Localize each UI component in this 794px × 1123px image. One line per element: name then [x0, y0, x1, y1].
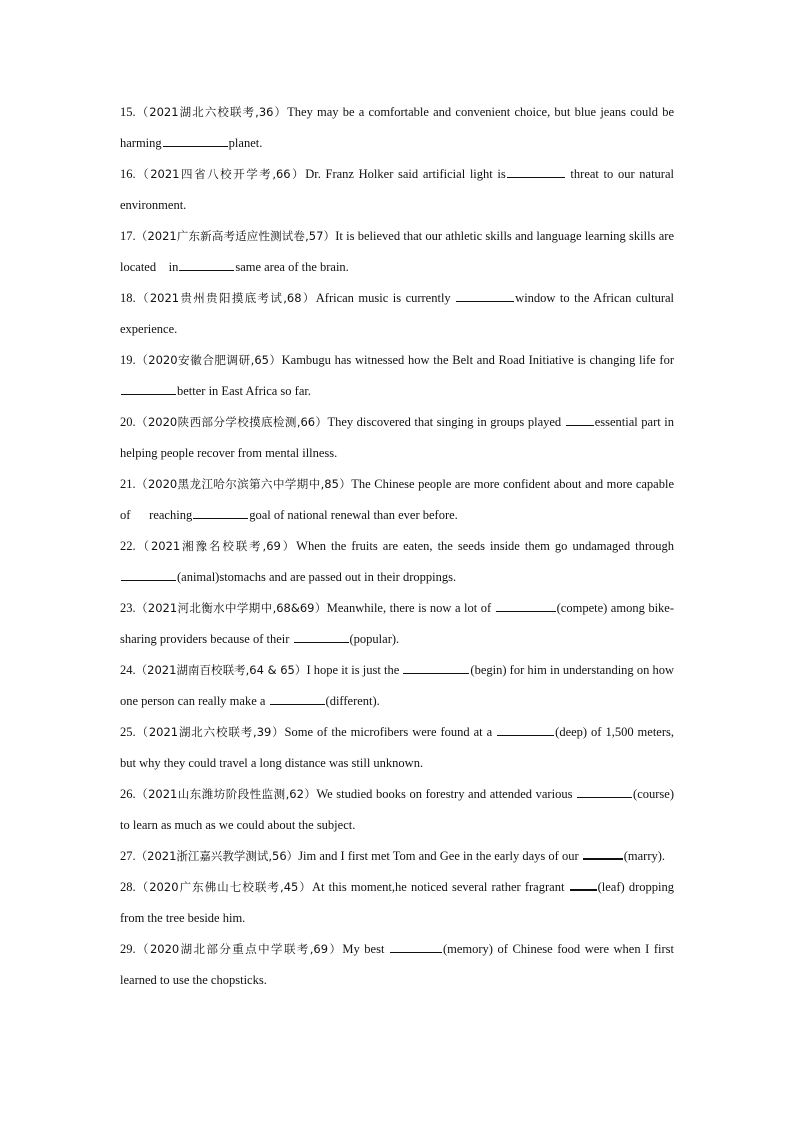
- question-15: [120, 934, 678, 996]
- question-text: (course) to learn as much as we could about the subject.: [120, 787, 678, 832]
- question-source: （2020湖北部分重点中学联考,69）: [135, 942, 343, 956]
- answer-blank[interactable]: [121, 381, 176, 395]
- question-text: essential part in helping people recover from mental illness.: [120, 415, 678, 460]
- question-text: (different).: [325, 694, 380, 708]
- answer-blank[interactable]: [163, 133, 228, 147]
- question-9: [120, 593, 674, 655]
- question-text: My best: [342, 942, 389, 956]
- answer-blank[interactable]: [496, 598, 556, 612]
- question-text: (animal)stomachs and are passed out in their droppings.: [177, 570, 457, 584]
- question-source: （2021山东潍坊阶段性监测,62）: [135, 787, 317, 801]
- question-number: 19.: [120, 353, 136, 367]
- question-2: [120, 159, 678, 221]
- question-source: （2020陕西部分学校摸底检测,66）: [135, 415, 328, 429]
- question-source: （2021湖北六校联考,36）: [135, 105, 288, 119]
- question-number: 18.: [120, 291, 136, 305]
- answer-blank[interactable]: [507, 164, 565, 178]
- question-text: (memory) of Chinese food were when I first learned to use the chopsticks.: [120, 942, 678, 987]
- question-text: window to the African cultural experience.: [120, 291, 678, 336]
- question-source: （2021湖南百校联考,64 & 65）: [135, 663, 307, 677]
- question-text: same area of the brain.: [235, 260, 349, 274]
- answer-blank[interactable]: [121, 567, 176, 581]
- question-14: [120, 872, 678, 934]
- answer-blank[interactable]: [570, 876, 597, 891]
- question-number: 15.: [120, 105, 136, 119]
- question-11: [120, 717, 678, 779]
- question-number: 16.: [120, 167, 136, 181]
- question-text: They may be a comfortable and convenient choice, but blue jeans could be harming: [120, 105, 693, 150]
- answer-blank[interactable]: [270, 691, 325, 705]
- question-source: （2021贵州贵阳摸底考试,68）: [135, 291, 316, 305]
- question-number: 25.: [120, 725, 136, 739]
- question-text: (begin) for him in understanding on how one person can really make a: [120, 663, 678, 708]
- answer-blank[interactable]: [390, 939, 442, 953]
- answer-blank[interactable]: [403, 660, 469, 674]
- worksheet-page: [120, 97, 693, 996]
- question-text: (leaf) dropping from the tree beside him.: [120, 880, 678, 925]
- question-text: The Chinese people are more confident about and more capable of reaching: [120, 477, 678, 522]
- question-4: [120, 283, 678, 345]
- question-text: They discovered that singing in groups played: [327, 415, 565, 429]
- question-1: [120, 97, 693, 159]
- answer-blank[interactable]: [566, 412, 594, 426]
- question-text: (compete) among bike-sharing providers because of their: [120, 601, 675, 646]
- question-text: Meanwhile, there is now a lot of: [326, 601, 495, 615]
- question-text: I hope it is just the: [306, 663, 403, 677]
- answer-blank[interactable]: [583, 845, 623, 860]
- answer-blank[interactable]: [193, 505, 248, 519]
- question-text: (deep) of 1,500 meters, but why they could travel a long distance was still unknown.: [120, 725, 678, 770]
- question-text: better in East Africa so far.: [177, 384, 311, 398]
- question-text: (marry).: [623, 849, 666, 863]
- question-source: （2021浙江嘉兴教学测试,56）: [135, 849, 299, 863]
- question-text: (popular).: [349, 632, 400, 646]
- question-text: Kambugu has witnessed how the Belt and Road Initiative is changing life for: [281, 353, 678, 367]
- question-text: Jim and I first met Tom and Gee in the early days of our: [298, 849, 582, 863]
- question-source: （2021广东新高考适应性测试卷,57）: [135, 229, 336, 243]
- question-source: （2021湘豫名校联考,69）: [135, 539, 297, 553]
- question-12: [120, 779, 678, 841]
- question-text: Some of the microfibers were found at a: [284, 725, 497, 739]
- question-source: （2020黑龙江哈尔滨第六中学期中,85）: [135, 477, 352, 491]
- question-source: （2021湖北六校联考,39）: [135, 725, 285, 739]
- question-6: [120, 407, 678, 469]
- question-text: Dr. Franz Holker said artificial light is: [305, 167, 506, 181]
- question-number: 21.: [120, 477, 136, 491]
- question-8: [120, 531, 674, 593]
- question-text: goal of national renewal than ever before.: [249, 508, 458, 522]
- question-text: At this moment,he noticed several rather fragrant: [311, 880, 569, 894]
- question-number: 26.: [120, 787, 136, 801]
- question-source: （2020广东佛山七校联考,45）: [135, 880, 312, 894]
- question-number: 24.: [120, 663, 136, 677]
- question-number: 20.: [120, 415, 136, 429]
- question-5: [120, 345, 678, 407]
- question-source: （2021四省八校开学考,66）: [135, 167, 306, 181]
- question-7: [120, 469, 678, 531]
- question-number: 23.: [120, 601, 136, 615]
- question-number: 22.: [120, 539, 136, 553]
- question-number: 27.: [120, 849, 136, 863]
- question-10: [120, 655, 678, 717]
- question-13: [120, 841, 674, 872]
- question-text: threat to our natural environment.: [120, 167, 678, 212]
- answer-blank[interactable]: [179, 257, 234, 271]
- question-number: 29.: [120, 942, 136, 956]
- question-source: （2021河北衡水中学期中,68&69）: [135, 601, 327, 615]
- question-text: We studied books on forestry and attended various: [316, 787, 577, 801]
- question-3: [120, 221, 678, 283]
- answer-blank[interactable]: [294, 629, 349, 643]
- question-text: planet.: [228, 136, 263, 150]
- question-number: 17.: [120, 229, 136, 243]
- question-number: 28.: [120, 880, 136, 894]
- question-source: （2020安徽合肥调研,65）: [135, 353, 282, 367]
- answer-blank[interactable]: [577, 784, 632, 798]
- question-text: When the fruits are eaten, the seeds inside them go undamaged through: [296, 539, 674, 553]
- question-text: It is believed that our athletic skills and language learning skills are located in: [120, 229, 678, 274]
- answer-blank[interactable]: [456, 288, 514, 302]
- answer-blank[interactable]: [497, 722, 554, 736]
- question-text: African music is currently: [315, 291, 456, 305]
